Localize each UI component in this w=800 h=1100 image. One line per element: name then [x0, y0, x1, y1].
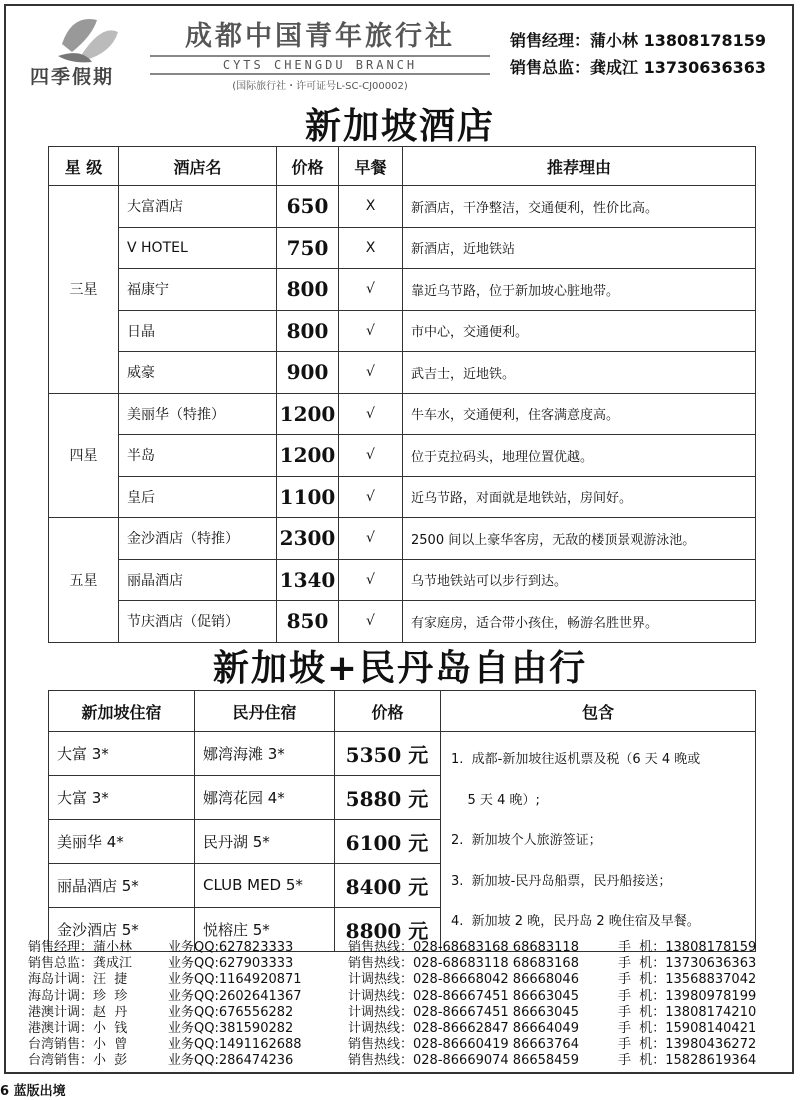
contact-row: [28, 972, 788, 988]
contact-hotline: 计调热线：028-86667451 86663045: [348, 1004, 579, 1020]
contact-row: [28, 956, 788, 972]
reason-cell: 2500 间以上豪华客房，无敌的楼顶景观游泳池。: [403, 518, 756, 560]
contact-hotline: 销售热线：028-68683118 68683168: [348, 956, 579, 972]
breakfast-cell: √: [339, 269, 403, 311]
breakfast-cell: √: [339, 352, 403, 394]
contact-qq: 业务QQ:1164920871: [168, 972, 302, 988]
hotel-price-cell: 2300: [277, 518, 339, 560]
company-name-en: CYTS CHENGDU BRANCH: [150, 55, 490, 75]
contact-mobile: 手 机：13808174210: [618, 1004, 757, 1020]
hotel-price-cell: 1200: [277, 435, 339, 477]
hotel-name-cell: 福康宁: [119, 269, 277, 311]
hotel-price-cell: 1200: [277, 393, 339, 435]
contact-hotline: 销售热线：028-68683168 68683118: [348, 940, 579, 955]
header-sg-stay: 新加坡住宿: [49, 691, 195, 732]
reason-cell: 有家庭房，适合带小孩住，畅游名胜世界。: [403, 601, 756, 643]
table-row: [49, 393, 756, 435]
table-row: [49, 518, 756, 560]
hotel-name-cell: 半岛: [119, 435, 277, 477]
breakfast-cell: √: [339, 601, 403, 643]
bintan-stay-cell: 悦榕庄 5*: [195, 907, 335, 951]
table-row: [49, 352, 756, 394]
company-name-zh: 成都中国青年旅行社: [185, 21, 455, 52]
contact-qq: 业务QQ:627903333: [168, 956, 294, 972]
header-includes: 包含: [441, 691, 756, 732]
header-bintan-stay: 民丹住宿: [195, 691, 335, 732]
table-row: [49, 310, 756, 352]
contact-qq: 业务QQ:627823333: [168, 940, 294, 955]
contact-role: 港澳计调：小 钱: [28, 1020, 128, 1036]
bintan-stay-cell: 娜湾花园 4*: [195, 775, 335, 819]
header-reason: 推荐理由: [403, 147, 756, 186]
breakfast-cell: √: [339, 435, 403, 477]
hotel-name-cell: 威豪: [119, 352, 277, 394]
contact-row: [28, 989, 788, 1005]
bintan-stay-cell: 民丹湖 5*: [195, 819, 335, 863]
hotel-price-cell: 750: [277, 227, 339, 269]
contact-role: 销售总监：龚成江: [28, 956, 133, 972]
package-price-cell: 8400 元: [335, 863, 441, 907]
sg-stay-cell: 大富 3*: [49, 732, 195, 776]
contact-role: 港澳计调：赵 丹: [28, 1004, 128, 1020]
star-level-cell: 四星: [49, 393, 119, 518]
table-row: [49, 435, 756, 477]
header-star: 星 级: [49, 147, 119, 186]
brand-name: 四季假期: [30, 66, 115, 88]
hotel-price-cell: 800: [277, 310, 339, 352]
hotel-table: [48, 146, 756, 643]
package-price-cell: 5880 元: [335, 775, 441, 819]
sg-stay-cell: 金沙酒店 5*: [49, 907, 195, 951]
star-level-cell: 五星: [49, 518, 119, 643]
contact-hotline: 计调热线：028-86668042 86668046: [348, 972, 579, 988]
reason-cell: 靠近乌节路，位于新加坡心脏地带。: [403, 269, 756, 311]
hotel-section-title: 新加坡酒店: [304, 106, 495, 147]
table-row: [49, 269, 756, 311]
hotel-price-cell: 650: [277, 186, 339, 228]
table-header-row: [49, 691, 756, 732]
table-header-row: [49, 147, 756, 186]
sg-stay-cell: 丽晶酒店 5*: [49, 863, 195, 907]
contact-mobile: 手 机：13980978199: [618, 988, 757, 1004]
contact-role: 销售经理：蒲小林: [28, 940, 133, 955]
contact-row: [28, 1005, 788, 1021]
breakfast-cell: √: [339, 310, 403, 352]
contact-qq: 业务QQ:676556282: [168, 1004, 294, 1020]
contact-hotline: 销售热线：028-86660419 86663764: [348, 1037, 579, 1053]
contact-row: [28, 1021, 788, 1037]
contact-mobile: 手 机：13808178159: [618, 940, 757, 955]
hotel-price-cell: 850: [277, 601, 339, 643]
contact-mobile: 手 机：15908140421: [618, 1020, 757, 1036]
sg-stay-cell: 大富 3*: [49, 775, 195, 819]
reason-cell: 市中心，交通便利。: [403, 310, 756, 352]
company-logo-icon: [52, 14, 122, 64]
reason-cell: 牛车水，交通便利，住客满意度高。: [403, 393, 756, 435]
breakfast-cell: √: [339, 518, 403, 560]
sales-manager: 销售经理：蒲小林 13808178159: [510, 31, 767, 50]
contact-hotline: 销售热线：028-86669074 86658459: [348, 1053, 579, 1069]
hotel-name-cell: V HOTEL: [119, 227, 277, 269]
breakfast-cell: √: [339, 476, 403, 518]
includes-cell: [441, 732, 756, 952]
free-travel-table: [48, 690, 756, 952]
contact-row: [28, 1037, 788, 1053]
breakfast-cell: X: [339, 186, 403, 228]
header-breakfast: 早餐: [339, 147, 403, 186]
table-row: [49, 186, 756, 228]
include-item: 1. 成都-新加坡往返机票及税（6 天 4 晚或: [451, 752, 701, 767]
table-row: [49, 227, 756, 269]
hotel-name-cell: 美丽华（特推）: [119, 393, 277, 435]
include-item: 2. 新加坡个人旅游签证；: [451, 833, 602, 848]
contact-qq: 业务QQ:286474236: [168, 1053, 294, 1069]
include-item: 3. 新加坡-民丹岛船票，民丹船接送；: [451, 873, 672, 889]
hotel-price-cell: 800: [277, 269, 339, 311]
contact-qq: 业务QQ:2602641367: [168, 988, 302, 1004]
reason-cell: 近乌节路，对面就是地铁站，房间好。: [403, 476, 756, 518]
include-item: 4. 新加坡 2 晚，民丹岛 2 晚住宿及早餐。: [451, 914, 700, 929]
company-block: [150, 14, 490, 92]
table-row: [49, 559, 756, 601]
contact-mobile: 手 机：15828619364: [618, 1053, 757, 1069]
header-price: 价格: [335, 691, 441, 732]
package-price-cell: 6100 元: [335, 819, 441, 863]
reason-cell: 武吉士，近地铁。: [403, 352, 756, 394]
license-text: (国际旅行社・许可证号L-SC-CJ00002): [232, 81, 408, 92]
free-travel-section-title: 新加坡+民丹岛自由行: [212, 648, 588, 689]
table-row: [49, 476, 756, 518]
contact-mobile: 手 机：13730636363: [618, 956, 757, 972]
hotel-name-cell: 丽晶酒店: [119, 559, 277, 601]
contact-hotline: 计调热线：028-86662847 86664049: [348, 1020, 579, 1036]
contact-row: [28, 1053, 788, 1069]
package-price-cell: 5350 元: [335, 732, 441, 776]
breakfast-cell: X: [339, 227, 403, 269]
contact-mobile: 手 机：13568837042: [618, 972, 757, 988]
contact-role: 海岛计调：珍 珍: [28, 988, 128, 1004]
include-item: 5 天 4 晚）;: [451, 792, 540, 808]
reason-cell: 新酒店，近地铁站: [403, 227, 756, 269]
contact-role: 台湾销售：小 彭: [28, 1053, 128, 1069]
contact-qq: 业务QQ:1491162688: [168, 1037, 302, 1053]
reason-cell: 新酒店，干净整洁，交通便利，性价比高。: [403, 186, 756, 228]
hotel-name-cell: 大富酒店: [119, 186, 277, 228]
breakfast-cell: √: [339, 559, 403, 601]
reason-cell: 乌节地铁站可以步行到达。: [403, 559, 756, 601]
contact-mobile: 手 机：13980436272: [618, 1037, 757, 1053]
star-level-cell: 三星: [49, 186, 119, 394]
hotel-name-cell: 日晶: [119, 310, 277, 352]
hotel-price-cell: 1100: [277, 476, 339, 518]
page-footer: 6 蓝版出境: [0, 1084, 66, 1099]
contact-row: [28, 940, 788, 956]
contact-role: 海岛计调：汪 捷: [28, 972, 128, 988]
bintan-stay-cell: 娜湾海滩 3*: [195, 732, 335, 776]
bintan-stay-cell: CLUB MED 5*: [195, 863, 335, 907]
contacts-list: [28, 940, 788, 1070]
table-row: [49, 732, 756, 776]
header-price: 价格: [277, 147, 339, 186]
hotel-name-cell: 节庆酒店（促销）: [119, 601, 277, 643]
package-price-cell: 8800 元: [335, 907, 441, 951]
breakfast-cell: √: [339, 393, 403, 435]
reason-cell: 位于克拉码头，地理位置优越。: [403, 435, 756, 477]
contact-hotline: 计调热线：028-86667451 86663045: [348, 988, 579, 1004]
contact-role: 台湾销售：小 曾: [28, 1037, 128, 1053]
hotel-name-cell: 金沙酒店（特推）: [119, 518, 277, 560]
table-row: [49, 601, 756, 643]
hotel-price-cell: 1340: [277, 559, 339, 601]
sales-director: 销售总监：龚成江 13730636363: [510, 58, 767, 77]
contact-qq: 业务QQ:381590282: [168, 1020, 294, 1036]
header-hotel-name: 酒店名: [119, 147, 277, 186]
hotel-name-cell: 皇后: [119, 476, 277, 518]
sg-stay-cell: 美丽华 4*: [49, 819, 195, 863]
hotel-price-cell: 900: [277, 352, 339, 394]
